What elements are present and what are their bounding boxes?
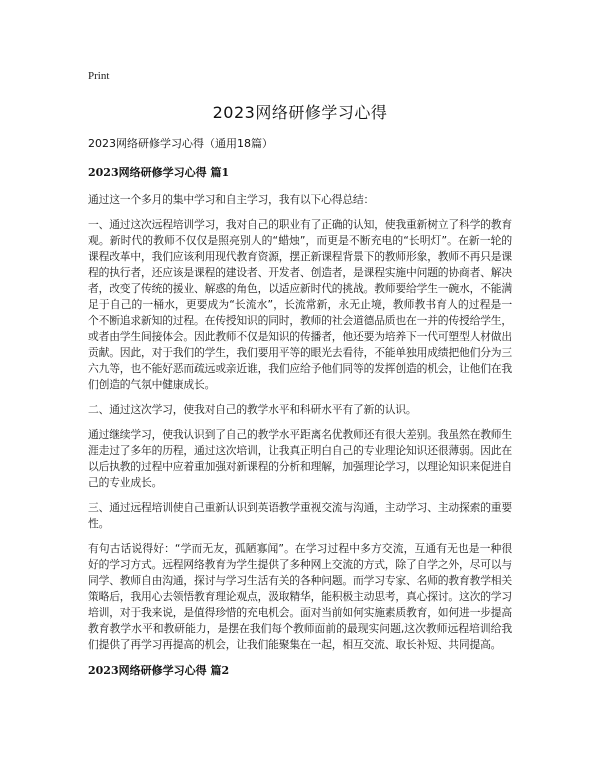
document-subtitle: 2023网络研修学习心得（通用18篇） [88,137,273,150]
paragraph: 有句古话说得好：“学而无友，孤陋寡闻”。在学习过程中多方交流，互通有无也是一种很好的学习方式。远程网络教育为学生提供了多种网上交流的方式，除了自学之外，尽可以与同学、教师自由沟通，探讨与学习生活有关的各种问题。而学习专家、名师的教育教学相关策略后，我用心去领悟教育理论观点，汲取精华，能积极主动思考，真心探讨。这次的学习培训，对于我来说，是值得珍惜的充电机会。面对当前如何实施素质教育，如何进一步提高教育教学水平和教研能力，是摆在我们每个教师面前的最现实问题,这次教师远程培训给我们提供了再学习再提高的机会，让我们能聚集在一起，相互交流、取长补短、共同提高。 [88,542,512,651]
print-link[interactable]: Print [88,70,110,82]
paragraph: 二、通过这次学习，使我对自己的教学水平和科研水平有了新的认识。 [88,403,417,416]
paragraph: 通过继续学习，使我认识到了自己的教学水平距离名优教师还有很大差别。我虽然在教师生涯走过了多年的历程，通过这次培训，让我真正明白自己的专业理论知识还很薄弱。因此在以后执教的过程中应着重加强对新课程的分析和理解，加强理论学习，以理论知识来促进自己的专业成长。 [88,428,512,489]
paragraph: 三、通过远程培训使自己重新认识到英语教学重视交流与沟通，主动学习、主动探索的重要性。 [88,501,512,530]
section-heading-2: 2023网络研修学习心得 篇2 [88,664,230,677]
paragraph: 一、通过这次远程培训学习，我对自己的职业有了正确的认知，使我重新树立了科学的教育观。新时代的教师不仅仅是照亮别人的“蜡烛”，而更是不断充电的“长明灯”。在新一轮的课程改革中，我们应该利用现代教育资源，摆正新课程背景下的教师形象，教师不再只是课程的执行者，还应该是课程的建设者、开发者、创造者，是课程实施中问题的协商者、解决者，改变了传统的援业、解惑的角色，以适应新时代的挑战。教师要给学生一碗水，不能满足于自己的一桶水，更要成为“长流水”，长流常新，永无止境，教师教书育人的过程是一个不断追求新知的过程。在传授知识的同时，教师的社会道德品质也在一并的传授给学生，或者由学生间接体会。因此教师不仅是知识的传播者，他还要为培养下一代可塑型人材做出贡献。因此，对于我们的学生，我们要用平等的眼光去看待，不能单独用成绩把他们分为三六九等，也不能好恶而疏远或亲近谁，我们应给予他们同等的发挥创造的机会，让他们在我们创造的气氛中健康成长。 [88,218,512,391]
paragraph: 通过这一个多月的集中学习和自主学习，我有以下心得总结： [88,193,375,206]
section-heading-1: 2023网络研修学习心得 篇1 [88,166,230,179]
document-title: 2023网络研修学习心得 [212,103,388,122]
